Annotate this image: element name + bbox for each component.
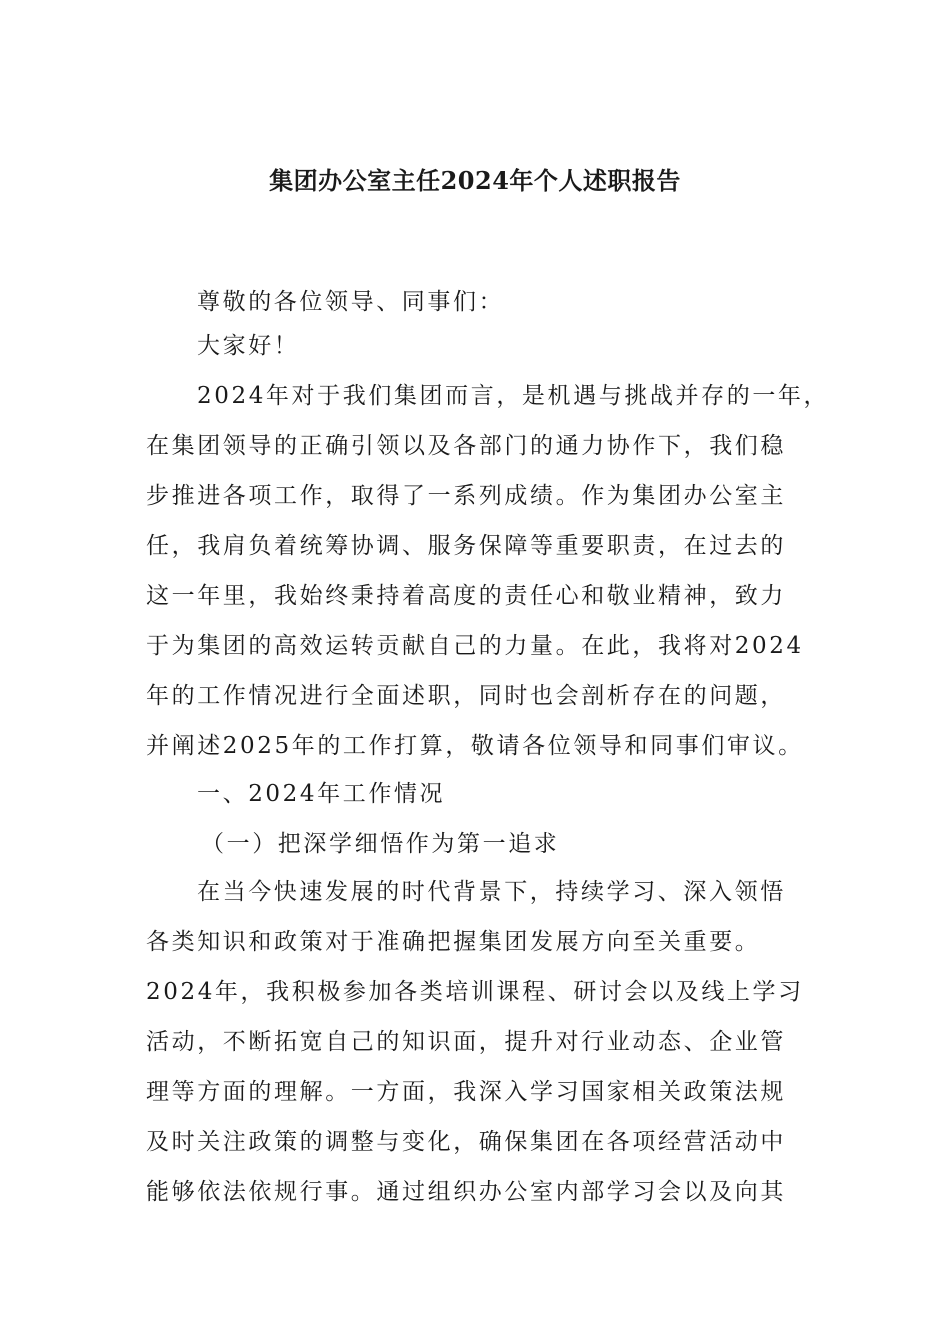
paragraph-line: 这一年里，我始终秉持着高度的责任心和敬业精神，致力 (146, 583, 786, 609)
paragraph-line: 年的工作情况进行全面述职，同时也会剖析存在的问题， (146, 683, 786, 709)
paragraph-line: 在当今快速发展的时代背景下，持续学习、深入领悟 (197, 879, 786, 905)
salutation-line: 尊敬的各位领导、同事们： (197, 289, 505, 315)
section-heading: 一、2024年工作情况 (197, 781, 446, 807)
paragraph-line: 活动，不断拓宽自己的知识面，提升对行业动态、企业管 (146, 1029, 786, 1055)
paragraph-line: 理等方面的理解。一方面，我深入学习国家相关政策法规 (146, 1079, 786, 1105)
greeting-line: 大家好！ (197, 333, 300, 359)
paragraph-line: 能够依法依规行事。通过组织办公室内部学习会以及向其 (146, 1179, 786, 1205)
paragraph-line: 并阐述2025年的工作打算，敬请各位领导和同事们审议。 (146, 733, 804, 759)
subsection-heading: （一）把深学细悟作为第一追求 (201, 831, 560, 857)
paragraph-line: 2024年，我积极参加各类培训课程、研讨会以及线上学习 (146, 979, 804, 1005)
paragraph-line: 于为集团的高效运转贡献自己的力量。在此，我将对2024 (146, 633, 804, 659)
paragraph-line: 任，我肩负着统筹协调、服务保障等重要职责，在过去的 (146, 533, 786, 559)
document-title: 集团办公室主任2024年个人述职报告 (269, 166, 681, 195)
paragraph-line: 2024年对于我们集团而言，是机遇与挑战并存的一年， (197, 383, 830, 409)
paragraph-line: 各类知识和政策对于准确把握集团发展方向至关重要。 (146, 929, 761, 955)
paragraph-line: 步推进各项工作，取得了一系列成绩。作为集团办公室主 (146, 483, 786, 509)
paragraph-line: 及时关注政策的调整与变化，确保集团在各项经营活动中 (146, 1129, 786, 1155)
paragraph-line: 在集团领导的正确引领以及各部门的通力协作下，我们稳 (146, 433, 786, 459)
